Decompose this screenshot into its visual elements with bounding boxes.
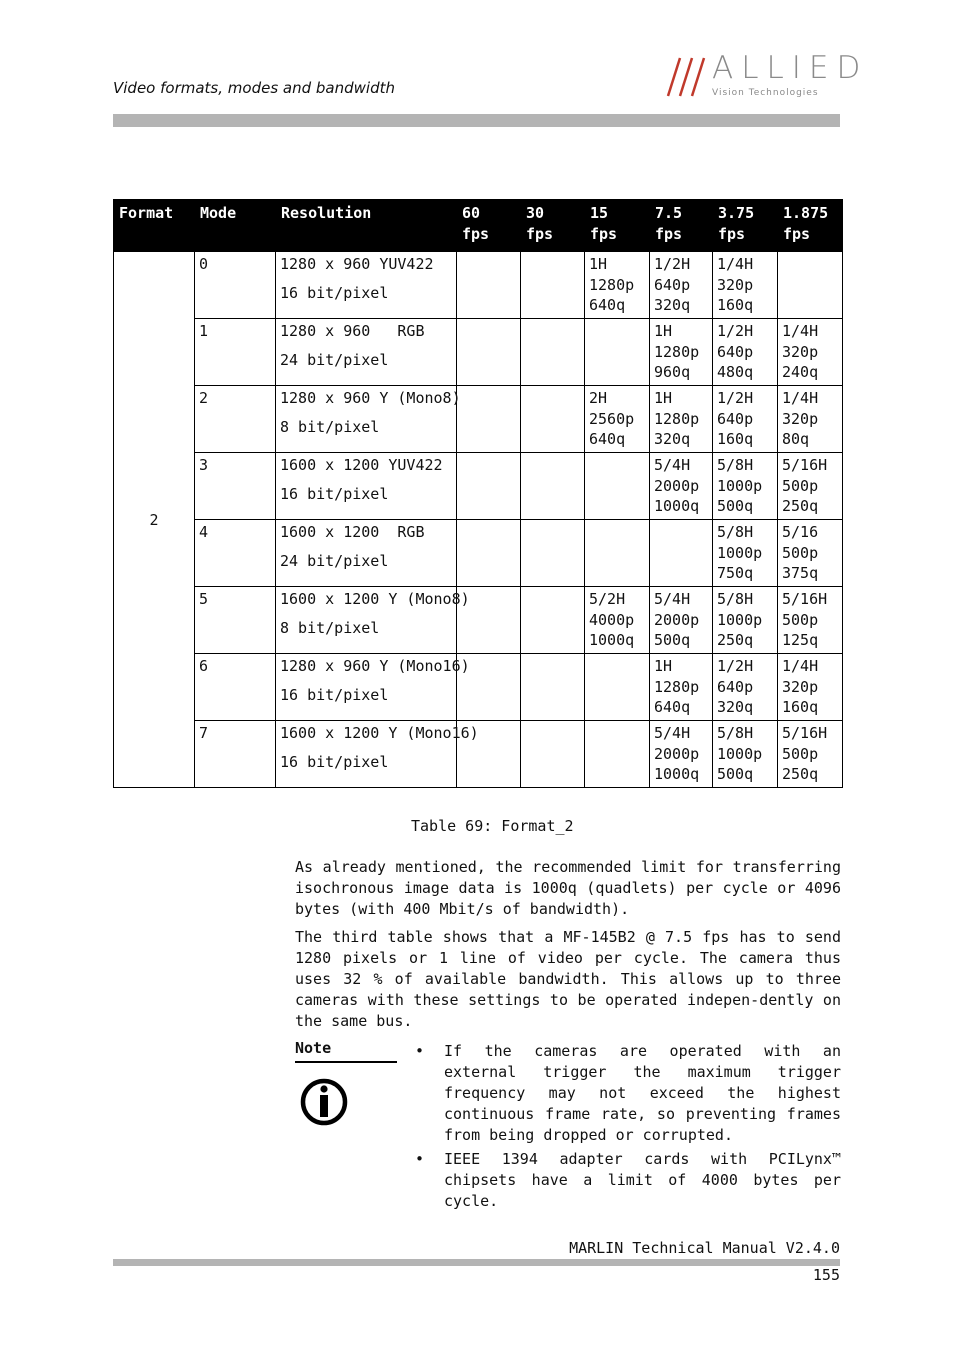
fps-cell	[457, 319, 521, 386]
info-icon	[300, 1078, 348, 1126]
section-title: Video formats, modes and bandwidth	[113, 79, 395, 97]
header-fps: 60 fps	[457, 200, 521, 252]
body-paragraph: As already mentioned, the recommended limit for transferring isochronous image data is 1000q (quadlets) per cycle or 4096 bytes (with 400 Mbit/s of bandwidth).	[295, 858, 841, 918]
header-fps: 30 fps	[521, 200, 585, 252]
fps-cell: 5/16 500p 375q	[778, 520, 843, 587]
fps-cell: 1/4H 320p 240q	[778, 319, 843, 386]
fps-cell: 1H 1280p 320q	[650, 386, 713, 453]
resolution-cell: 1280 x 960 YUV422 16 bit/pixel	[276, 252, 457, 319]
note-list	[415, 1041, 841, 1215]
fps-cell: 1/4H 320p 160q	[778, 654, 843, 721]
fps-cell: 5/4H 2000p 1000q	[650, 453, 713, 520]
fps-cell	[585, 520, 650, 587]
fps-cell: 1/4H 320p 160q	[713, 252, 778, 319]
fps-cell: 5/16H 500p 250q	[778, 721, 843, 788]
fps-cell	[650, 520, 713, 587]
list-item: • IEEE 1394 adapter cards with PCILynx™ chipsets have a limit of 4000 bytes per cycle.	[415, 1150, 841, 1210]
table-row	[114, 252, 843, 319]
table-row	[114, 520, 843, 587]
resolution-cell: 1280 x 960 Y (Mono8) 8 bit/pixel	[276, 386, 457, 453]
fps-cell	[457, 252, 521, 319]
fps-cell	[457, 453, 521, 520]
fps-cell	[521, 386, 585, 453]
header-fps: 15 fps	[585, 200, 650, 252]
fps-cell: 1/2H 640p 320q	[713, 654, 778, 721]
mode-cell: 4	[195, 520, 276, 587]
mode-cell: 5	[195, 587, 276, 654]
table-row	[114, 386, 843, 453]
format-table	[113, 199, 843, 788]
allied-logo	[666, 50, 869, 100]
table-row	[114, 587, 843, 654]
resolution-cell: 1280 x 960 Y (Mono16) 16 bit/pixel	[276, 654, 457, 721]
resolution-cell: 1280 x 960 RGB 24 bit/pixel	[276, 319, 457, 386]
fps-cell: 5/16H 500p 125q	[778, 587, 843, 654]
fps-cell	[521, 721, 585, 788]
table-row	[114, 319, 843, 386]
mode-cell: 3	[195, 453, 276, 520]
fps-cell: 1H 1280p 640q	[650, 654, 713, 721]
fps-cell: 1H 1280p 640q	[585, 252, 650, 319]
page-number: 155	[812, 1266, 840, 1284]
fps-cell	[457, 520, 521, 587]
mode-cell: 7	[195, 721, 276, 788]
header-fps: 7.5 fps	[650, 200, 713, 252]
fps-cell: 5/8H 1000p 500q	[713, 721, 778, 788]
fps-cell: 5/2H 4000p 1000q	[585, 587, 650, 654]
footer-bar	[113, 1259, 840, 1266]
header-fps: 3.75 fps	[713, 200, 778, 252]
manual-title: MARLIN Technical Manual V2.4.0	[569, 1239, 840, 1257]
fps-cell	[521, 252, 585, 319]
fps-cell	[521, 587, 585, 654]
header-format: Format	[114, 200, 195, 252]
mode-cell: 1	[195, 319, 276, 386]
fps-cell: 1H 1280p 960q	[650, 319, 713, 386]
table-row	[114, 453, 843, 520]
resolution-cell: 1600 x 1200 RGB 24 bit/pixel	[276, 520, 457, 587]
mode-cell: 0	[195, 252, 276, 319]
fps-cell	[521, 453, 585, 520]
fps-cell	[521, 654, 585, 721]
fps-cell	[585, 654, 650, 721]
fps-cell: 5/8H 1000p 250q	[713, 587, 778, 654]
mode-cell: 2	[195, 386, 276, 453]
table-caption: Table 69: Format_2	[411, 817, 574, 835]
fps-cell	[778, 252, 843, 319]
header-resolution: Resolution	[276, 200, 457, 252]
fps-cell	[457, 386, 521, 453]
body-paragraph: The third table shows that a MF-145B2 @ 7.5 fps has to send 1280 pixels or 1 line of video per cycle. The camera thus uses 32 % of available bandwidth. This allows up to three cameras with these settings to be operated indepen-dently on the same bus.	[295, 928, 841, 1030]
fps-cell: 5/8H 1000p 500q	[713, 453, 778, 520]
fps-cell	[521, 319, 585, 386]
table-row	[114, 721, 843, 788]
logo-slashes-icon	[666, 54, 710, 98]
fps-cell: 5/4H 2000p 1000q	[650, 721, 713, 788]
fps-cell	[521, 520, 585, 587]
note-divider	[295, 1061, 397, 1063]
header-fps: 1.875 fps	[778, 200, 843, 252]
table-row	[114, 654, 843, 721]
fps-cell: 1/2H 640p 160q	[713, 386, 778, 453]
fps-cell	[585, 319, 650, 386]
table-header-row	[114, 200, 843, 252]
logo-subtext: Vision Technologies	[712, 88, 819, 98]
resolution-cell: 1600 x 1200 Y (Mono8) 8 bit/pixel	[276, 587, 457, 654]
fps-cell	[585, 721, 650, 788]
fps-cell: 1/2H 640p 480q	[713, 319, 778, 386]
fps-cell	[585, 453, 650, 520]
format-cell: 2	[114, 252, 195, 788]
mode-cell: 6	[195, 654, 276, 721]
logo-brand: ALLIED	[712, 50, 869, 86]
note-label: Note	[295, 1039, 332, 1057]
fps-cell: 1/2H 640p 320q	[650, 252, 713, 319]
fps-cell: 5/4H 2000p 500q	[650, 587, 713, 654]
fps-cell: 5/8H 1000p 750q	[713, 520, 778, 587]
fps-cell: 1/4H 320p 80q	[778, 386, 843, 453]
fps-cell: 2H 2560p 640q	[585, 386, 650, 453]
resolution-cell: 1600 x 1200 Y (Mono16) 16 bit/pixel	[276, 721, 457, 788]
fps-cell: 5/16H 500p 250q	[778, 453, 843, 520]
header-mode: Mode	[195, 200, 276, 252]
resolution-cell: 1600 x 1200 YUV422 16 bit/pixel	[276, 453, 457, 520]
list-item: • If the cameras are operated with an external trigger the maximum trigger frequency may not exceed the highest continuous frame rate, so preventing frames from being dropped or corrupted.	[415, 1042, 841, 1144]
header-bar	[113, 114, 840, 127]
